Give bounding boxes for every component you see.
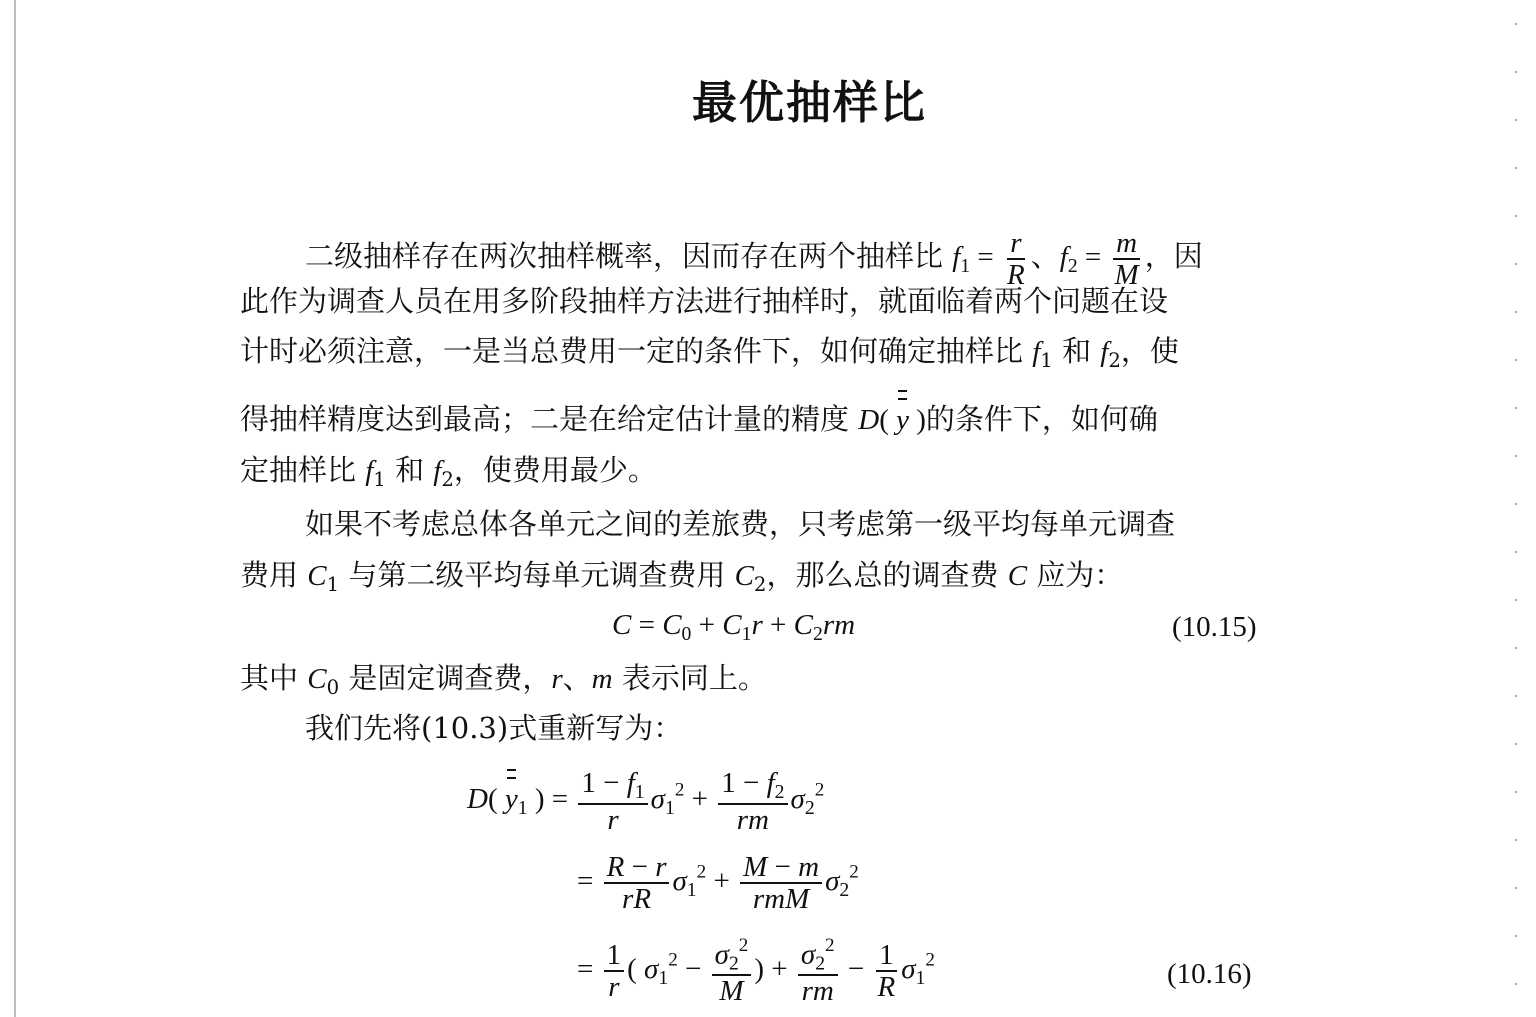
equation-number-10-15: (10.15) bbox=[1172, 611, 1257, 643]
page-left-edge bbox=[14, 0, 16, 1017]
para1-line1: 二级抽样存在两次抽样概率，因而存在两个抽样比 $f_1$ = $\frac{r}{R}$ 、$f_2$ = $\frac{m}{M}$ ，因 bbox=[305, 227, 1203, 292]
para1-line4: 得抽样精度达到最高；二是在给定估计量的精度 D( y )的条件下，如何确 bbox=[240, 402, 1158, 436]
equation-10-16-line2: = $\frac{R - r}{rR}$ $\sigma_1^2$ + $\frac{M - m}{\text{rmM}}$ $\sigma_2^2$ bbox=[577, 851, 859, 916]
fraction-r-R: $\frac{r}{R}$ bbox=[1007, 227, 1025, 292]
para3-line: 其中 $C_0$ 是固定调查费，r、m 表示同上。 bbox=[240, 661, 767, 699]
fraction-m-M: $\frac{m}{M}$ bbox=[1114, 227, 1139, 292]
para1-line2: 此作为调查人员在用多阶段抽样方法进行抽样时，就面临着两个问题在设 bbox=[240, 284, 1169, 318]
equation-10-16-line3: = $\frac{1}{r}$ ( $\sigma_1^2$ − $\frac{\sigma_2^2}{M}$ ) + $\frac{\sigma_2^2}{rm}$ − $\frac{1}{R}$ $\sigma_1^2$ bbox=[577, 935, 935, 1008]
para1-line5: 定抽样比 $f_1$ 和 $f_2$，使费用最少。 bbox=[240, 453, 657, 491]
page-right-edge bbox=[1514, 0, 1518, 1017]
page-title: 最优抽样比 bbox=[692, 76, 928, 129]
f1-eq: $f_1$ = $\frac{r}{R}$ 、$f_2$ = $\frac{m}{M}$ bbox=[952, 241, 1144, 273]
equation-number-10-16: (10.16) bbox=[1167, 958, 1252, 990]
para2-line2: 费用 $C_1$ 与第二级平均每单元调查费用 $C_2$，那么总的调查费 C 应为： bbox=[240, 558, 1124, 596]
para1-line1-text: 二级抽样存在两次抽样概率，因而存在两个抽样比 bbox=[305, 239, 944, 274]
para1-line3: 计时必须注意，一是当总费用一定的条件下，如何确定抽样比 $f_1$ 和 $f_2$，使 bbox=[240, 334, 1179, 372]
equation-10-16-line1: D( $y_1$ ) = $\frac{1 - f_1}{r}$ $\sigma_1^2$ + $\frac{1 - f_2}{rm}$ $\sigma_2^2$ bbox=[467, 767, 825, 836]
equation-10-15: $C = C_0 + C_1r + C_2rm$ bbox=[612, 609, 856, 645]
para2-line1: 如果不考虑总体各单元之间的差旅费，只考虑第一级平均每单元调查 bbox=[305, 507, 1176, 541]
para4-line: 我们先将(10.3)式重新写为： bbox=[305, 711, 683, 745]
